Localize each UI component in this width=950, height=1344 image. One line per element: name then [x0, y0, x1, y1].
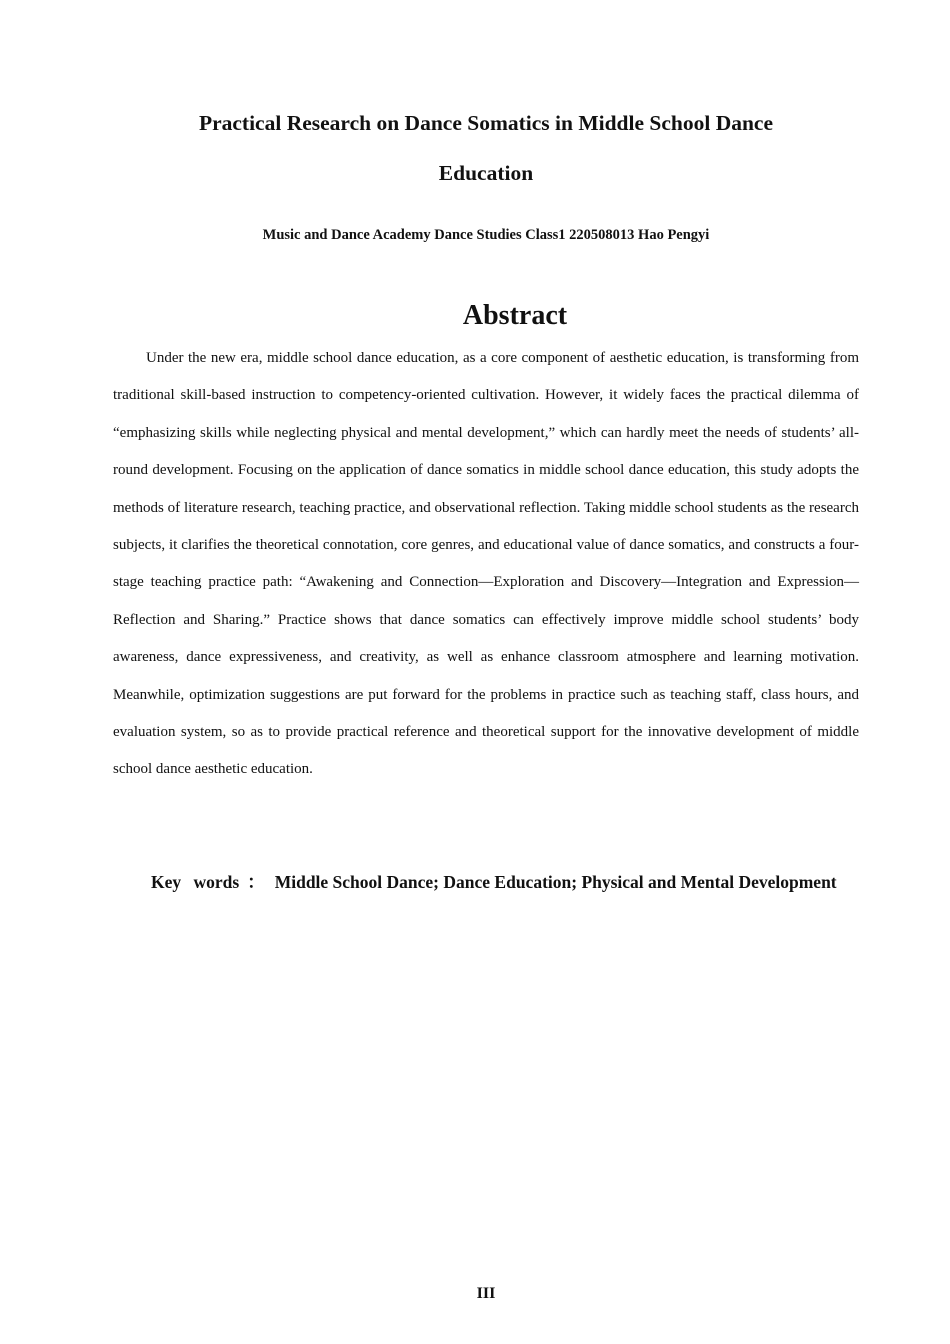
paper-title	[113, 98, 859, 198]
page-number: III	[476, 1285, 496, 1302]
paper-title-line-2: Education	[438, 161, 534, 185]
paper-title-line-1: Practical Research on Dance Somatics in Middle School Dance	[198, 111, 774, 135]
abstract-body: Under the new era, middle school dance education, as a core component of aesthetic education, is transforming from traditional skill-based instruction to competency-oriented cultivation. However, it widely faces the practical dilemma of “emphasizing skills while neglecting physical and mental development,” which can hardly meet the needs of students’ all-round development. Focusing on the application of dance somatics in middle school dance education, this study adopts the methods of literature research, teaching practice, and observational reflection. Taking middle school students as the research subjects, it clarifies the theoretical connotation, core genres, and educational value of dance somatics, and constructs a four-stage teaching practice path: “Awakening and Connection—Exploration and Discovery—Integration and Expression—Reflection and Sharing.” Practice shows that dance somatics can effectively improve middle school students’ body awareness, dance expressiveness, and creativity, as well as enhance classroom atmosphere and learning motivation. Meanwhile, optimization suggestions are put forward for the problems in practice such as teaching staff, class hours, and evaluation system, so as to provide practical reference and theoretical support for the innovative development of middle school dance aesthetic education.	[113, 350, 859, 778]
keywords-separator: ：	[247, 872, 265, 892]
keywords-value: Middle School Dance; Dance Education; Physical and Mental Development	[274, 872, 837, 892]
abstract-heading: Abstract	[462, 300, 568, 331]
keywords-label: Key words	[151, 872, 240, 892]
author-line: Music and Dance Academy Dance Studies Class1 220508013 Hao Pengyi	[262, 227, 710, 243]
keywords-paragraph	[113, 864, 859, 901]
